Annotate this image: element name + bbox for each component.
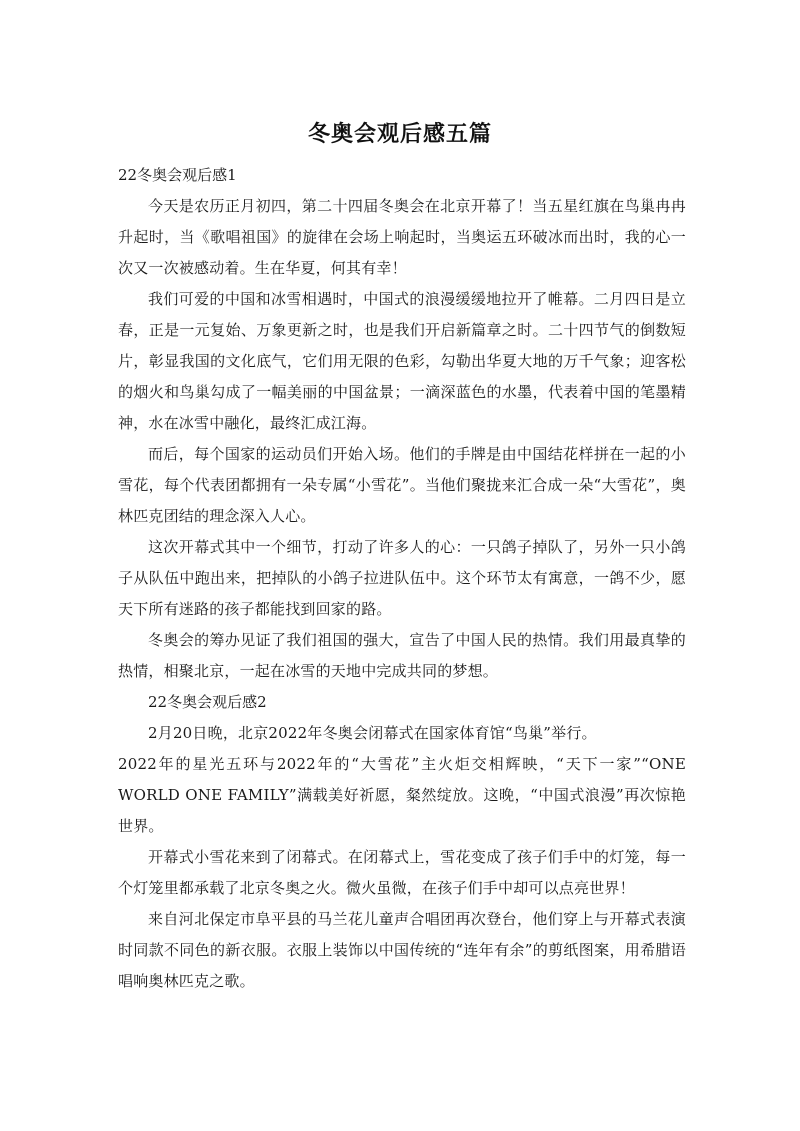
paragraph: 今天是农历正月初四，第二十四届冬奥会在北京开幕了！当五星红旗在鸟巢冉冉升起时，当《歌唱祖国》的旋律在会场上响起时，当奥运五环破冰而出时，我的心一次又一次被感动着。生在华夏，何其有幸！ — [118, 197, 686, 277]
section-heading-2: 22冬奥会观后感2 — [148, 693, 267, 711]
paragraph: 冬奥会的筹办见证了我们祖国的强大，宣告了中国人民的热情。我们用最真挚的热情，相聚北京，一起在冰雪的天地中完成共同的梦想。 — [118, 631, 686, 680]
paragraph: 开幕式小雪花来到了闭幕式。在闭幕式上，雪花变成了孩子们手中的灯笼，每一个灯笼里都承载了北京冬奥之火。微火虽微，在孩子们手中却可以点亮世界！ — [118, 848, 686, 897]
paragraph: 来自河北保定市阜平县的马兰花儿童声合唱团再次登台，他们穿上与开幕式表演时同款不同色的新衣服。衣服上装饰以中国传统的“连年有余”的剪纸图案，用希腊语唱响奥林匹克之歌。 — [118, 910, 686, 990]
document-body — [118, 160, 686, 997]
paragraph: 2022年的星光五环与2022年的“大雪花”主火炬交相辉映，“天下一家”“ONE WORLD ONE FAMILY”满载美好祈愿，粲然绽放。这晚，“中国式浪漫”再次惊艳世界。 — [118, 755, 686, 835]
paragraph: 而后，每个国家的运动员们开始入场。他们的手牌是由中国结花样拼在一起的小雪花，每个代表团都拥有一朵专属“小雪花”。当他们聚拢来汇合成一朵“大雪花”，奥林匹克团结的理念深入人心。 — [118, 445, 686, 525]
paragraph: 这次开幕式其中一个细节，打动了许多人的心：一只鸽子掉队了，另外一只小鸽子从队伍中跑出来，把掉队的小鸽子拉进队伍中。这个环节太有寓意，一鸽不少，愿天下所有迷路的孩子都能找到回家的路。 — [118, 538, 686, 618]
paragraph: 我们可爱的中国和冰雪相遇时，中国式的浪漫缓缓地拉开了帷幕。二月四日是立春，正是一元复始、万象更新之时，也是我们开启新篇章之时。二十四节气的倒数短片，彰显我国的文化底气，它们用无限的色彩，勾勒出华夏大地的万千气象；迎客松的烟火和鸟巢勾成了一幅美丽的中国盆景；一滴深蓝色的水墨，代表着中国的笔墨精神，水在冰雪中融化，最终汇成江海。 — [118, 290, 686, 432]
section-heading-1: 22冬奥会观后感1 — [118, 166, 237, 184]
document-title: 冬奥会观后感五篇 — [307, 122, 492, 147]
paragraph: 2月20日晚，北京2022年冬奥会闭幕式在国家体育馆“鸟巢”举行。 — [148, 724, 597, 742]
